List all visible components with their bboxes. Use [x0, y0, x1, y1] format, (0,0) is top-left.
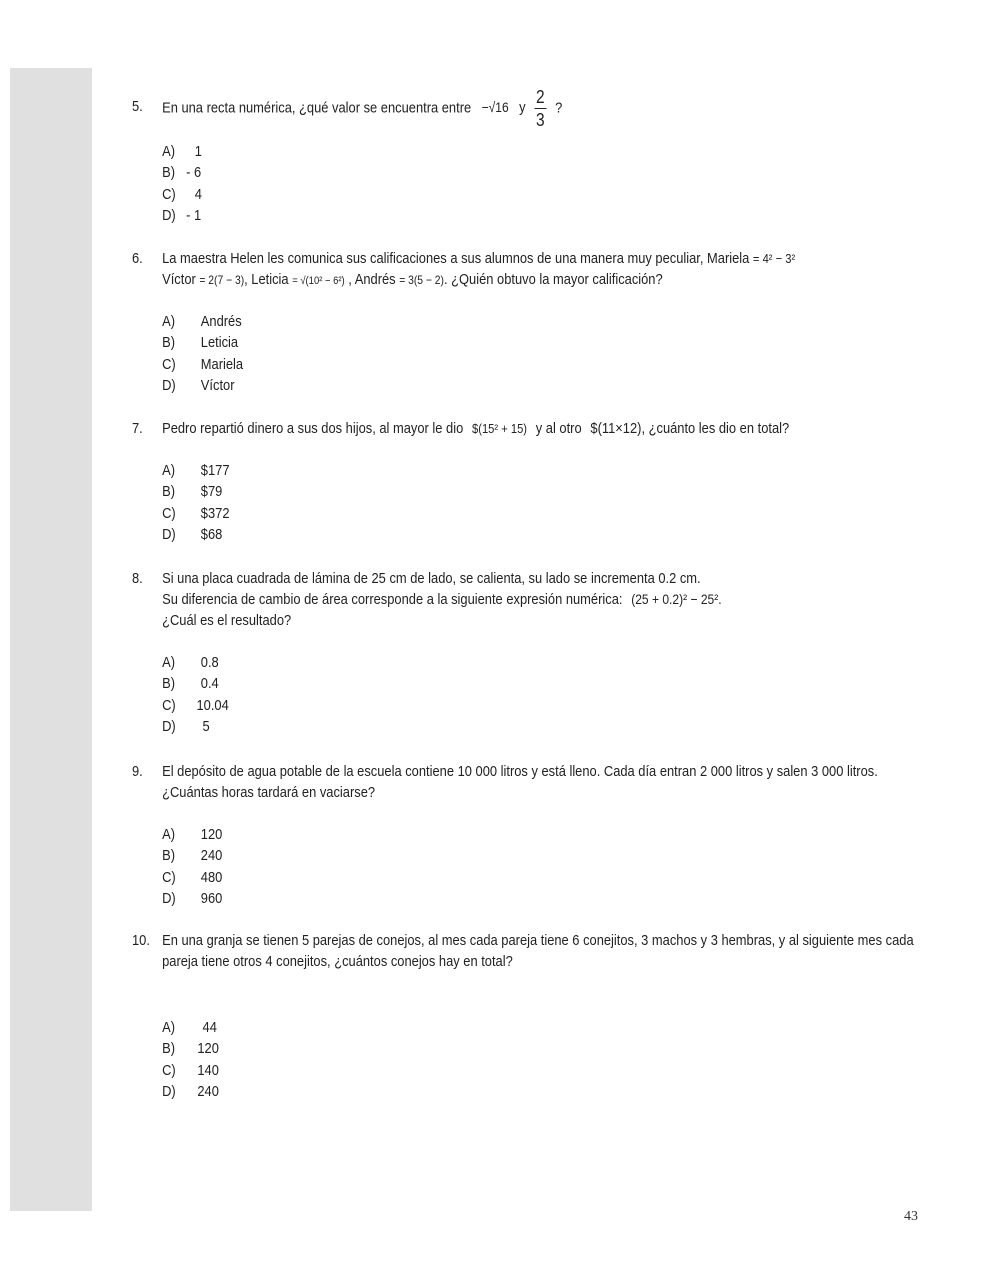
math-expression: $(11×12)	[590, 420, 642, 437]
math-expression: −√16	[481, 99, 509, 116]
question-text: La maestra Helen les comunica sus calificaciones a sus alumnos de una manera muy peculiar, Mariela = 4² − 3² Víctor = 2(7 − 3), Leticia = √(10² − 6²) , Andrés = 3(5 − 2). ¿Quién obtuvo la mayor calificación?	[162, 250, 796, 288]
question-number: 8.	[132, 570, 143, 587]
question-number: 9.	[132, 763, 143, 780]
question-text: Si una placa cuadrada de lámina de 25 cm de lado, se calienta, su lado se incrementa 0.2 cm. Su diferencia de cambio de área corresponde a la siguiente expresión numérica: (25 + 0.2)² − 25². ¿Cuál es el resultado?	[162, 570, 722, 629]
math-expression: = 4² − 3²	[752, 251, 796, 266]
math-expression: = √(10² − 6²)	[292, 275, 345, 287]
page-number: 43	[904, 1209, 918, 1224]
question-text: En una granja se tienen 5 parejas de conejos, al mes cada pareja tiene 6 conejitos, 3 machos y 3 hembras, y al siguiente mes cada pareja tiene otros 4 conejitos, ¿cuántos conejos hay en total?	[162, 932, 914, 970]
question-text: En una recta numérica, ¿qué valor se encuentra entre −√16 y $\frac{2}{3}$ ?	[162, 87, 563, 130]
question-number: 5.	[132, 98, 143, 115]
question-number: 6.	[132, 250, 143, 267]
question-text: El depósito de agua potable de la escuela contiene 10 000 litros y está lleno. Cada día entran 2 000 litros y salen 3 000 litros. ¿Cuántas horas tardará en vaciarse?	[162, 763, 878, 801]
question-text: Pedro repartió dinero a sus dos hijos, al mayor le dio $(15² + 15) y al otro $(11×12), ¿cuánto les dio en total?	[162, 420, 790, 437]
math-expression: = 2(7 − 3)	[199, 273, 245, 287]
question-number: 7.	[132, 420, 143, 437]
gray-margin-bar	[10, 68, 92, 1211]
fraction: $\frac{2}{3}$	[536, 87, 545, 130]
math-expression: = 3(5 − 2)	[399, 273, 444, 287]
math-expression: $(15² + 15)	[472, 421, 528, 436]
math-expression: (25 + 0.2)² − 25².	[631, 591, 722, 607]
question-number: 10.	[132, 932, 150, 949]
